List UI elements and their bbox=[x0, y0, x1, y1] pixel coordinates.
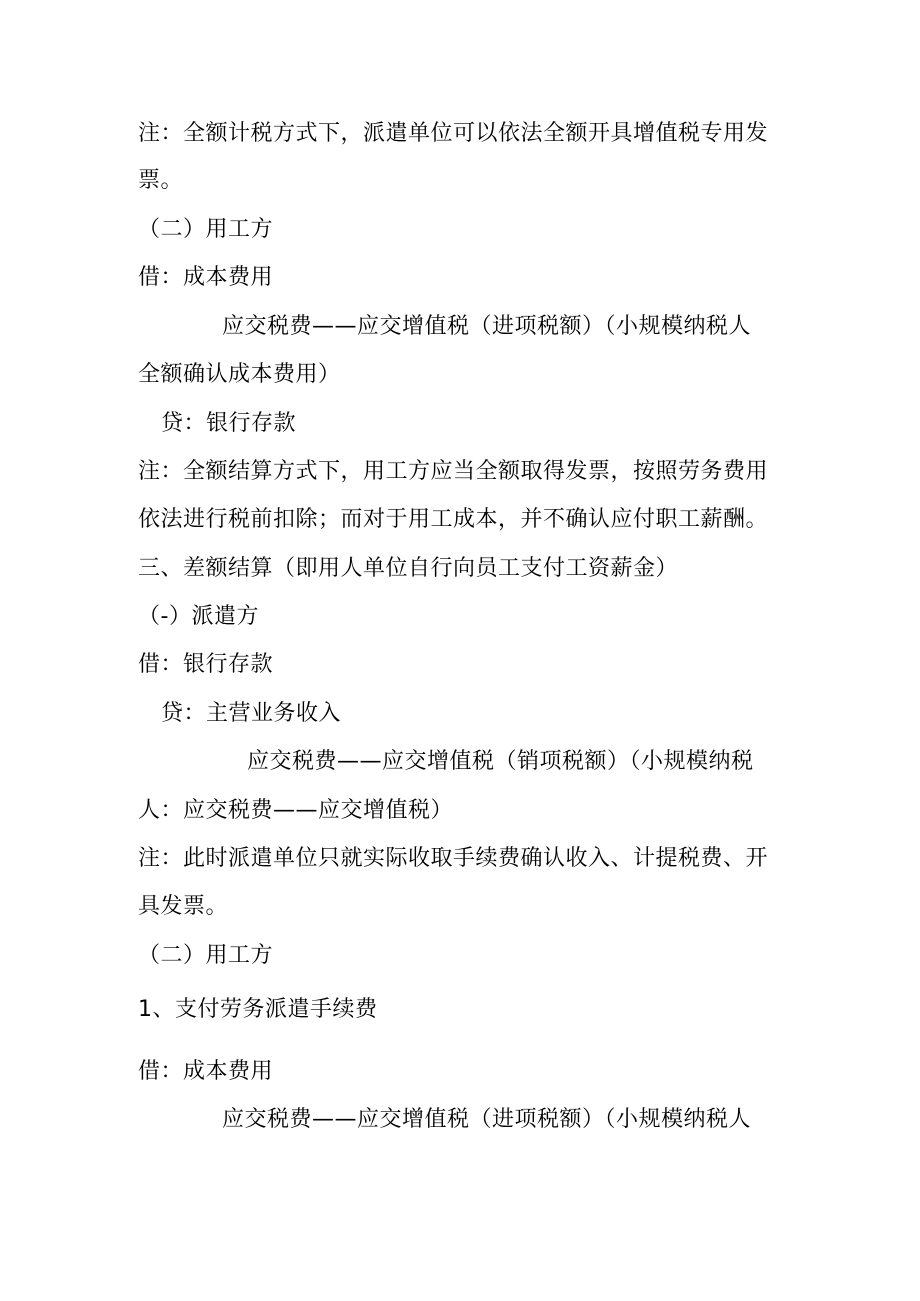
section-heading: （二）用工方 bbox=[138, 943, 274, 968]
debit-entry-tax: 应交税费——应交增值税（进项税额）（小规模纳税人 bbox=[222, 314, 752, 339]
main-section-heading: 三、差额结算（即用人单位自行向员工支付工资薪金） bbox=[138, 556, 679, 581]
note-paragraph-line: 注：全额结算方式下，用工方应当全额取得发票，按照劳务费用 bbox=[138, 459, 769, 484]
note-paragraph-line: 注：全额计税方式下，派遣单位可以依法全额开具增值税专用发 bbox=[138, 121, 769, 146]
note-paragraph-line: 具发票。 bbox=[138, 894, 229, 919]
note-paragraph-line: 依法进行税前扣除；而对于用工成本，并不确认应付职工薪酬。 bbox=[138, 507, 769, 532]
note-paragraph-line: 注：此时派遣单位只就实际收取手续费确认收入、计提税费、开 bbox=[138, 846, 769, 871]
credit-entry: 贷：主营业务收入 bbox=[161, 701, 342, 726]
credit-entry: 贷：银行存款 bbox=[161, 411, 297, 436]
section-heading: （-）派遣方 bbox=[138, 604, 259, 629]
credit-entry-tax: 应交税费——应交增值税（销项税额）（小规模纳税 bbox=[247, 749, 754, 774]
debit-entry: 借：银行存款 bbox=[138, 652, 274, 677]
subsection-heading: 1、支付劳务派遣手续费 bbox=[138, 997, 378, 1022]
note-paragraph-line: 票。 bbox=[138, 168, 184, 193]
debit-entry: 借：成本费用 bbox=[138, 1059, 274, 1084]
debit-entry: 借：成本费用 bbox=[138, 265, 274, 290]
debit-entry-tax: 应交税费——应交增值税（进项税额）（小规模纳税人 bbox=[222, 1107, 752, 1132]
section-heading: （二）用工方 bbox=[138, 217, 274, 242]
credit-entry-tax-continued: 人：应交税费——应交增值税） bbox=[138, 798, 454, 823]
debit-entry-tax-continued: 全额确认成本费用） bbox=[138, 362, 341, 387]
